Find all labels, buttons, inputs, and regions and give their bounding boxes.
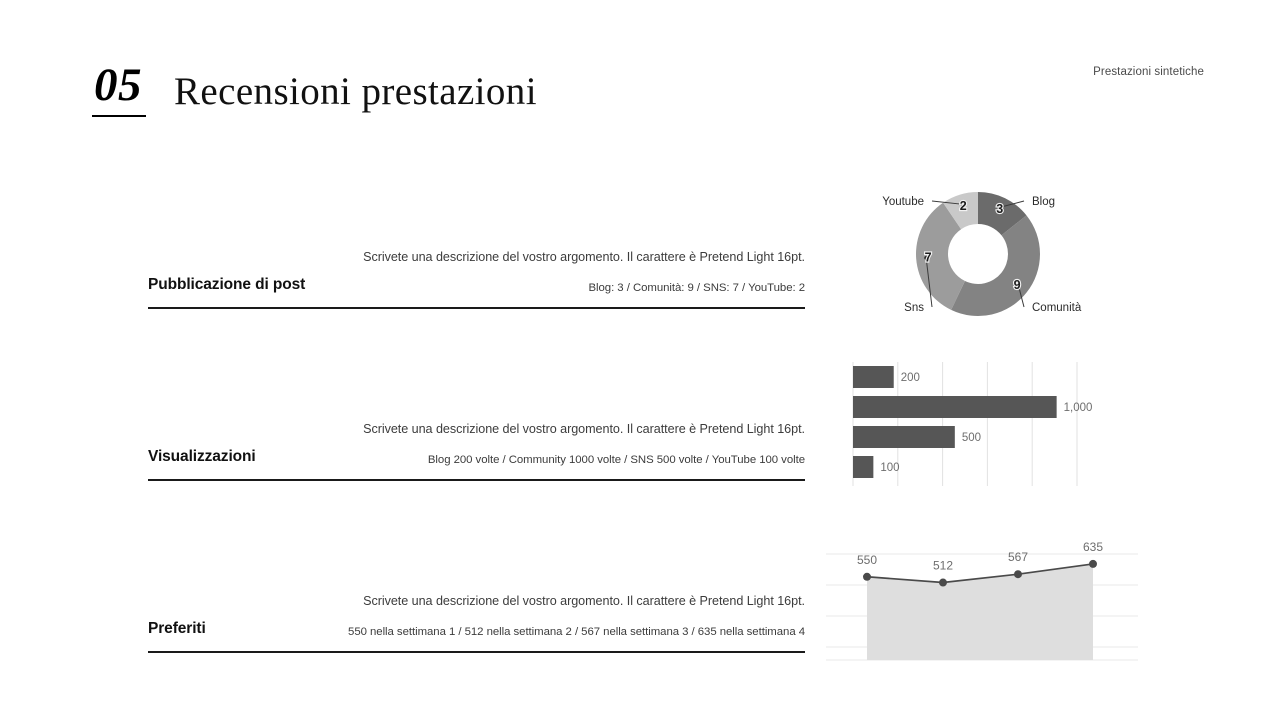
metric-description: Scrivete una descrizione del vostro argomento. Il carattere è Pretend Light 16pt. (363, 250, 805, 264)
metric-label: Preferiti (148, 620, 206, 637)
bar-value-community: 1,000 (1063, 402, 1093, 414)
metric-text-group (348, 594, 805, 638)
metric-divider (148, 479, 805, 481)
line-point-4 (1089, 560, 1097, 568)
bar-blog (853, 366, 894, 388)
bar-value-labels (880, 372, 1092, 474)
metric-stats: Blog: 3 / Comunità: 9 / SNS: 7 / YouTube: 2 (588, 282, 805, 295)
metric-row (148, 584, 805, 652)
donut-value-sns: 7 (924, 250, 932, 265)
bar-value-blog: 200 (900, 372, 920, 384)
donut-chart (828, 178, 1208, 330)
metric-description: Scrivete una descrizione del vostro argomento. Il carattere è Pretend Light 16pt. (363, 422, 805, 436)
donut-label-youtube: Youtube (882, 196, 924, 208)
bar-value-youtube: 100 (880, 462, 900, 474)
donut-label-comunità: Comunità (1032, 302, 1082, 314)
bar-value-sns: 500 (961, 432, 982, 444)
metric-stats: 550 nella settimana 1 / 512 nella settimana 2 / 567 nella settimana 3 / 635 nella settimana 4 (348, 626, 805, 639)
line-value-4: 635 (1082, 539, 1104, 554)
line-value-1: 550 (856, 552, 878, 567)
bar-chart (840, 358, 1140, 498)
page-title: Recensioni prestazioni (174, 70, 537, 113)
donut-label-blog: Blog (1032, 196, 1056, 208)
donut-slice-comunità (951, 215, 1040, 316)
line-point-1 (863, 573, 871, 581)
line-value-2: 512 (932, 558, 954, 573)
line-area-chart (822, 539, 1142, 667)
metric-label: Visualizzazioni (148, 448, 256, 465)
bar-sns (853, 426, 955, 448)
slide-header (92, 59, 537, 117)
metric-stats: Blog 200 volte / Community 1000 volte / SNS 500 volte / YouTube 100 volte (427, 454, 805, 467)
bar-youtube (853, 456, 873, 478)
line-point-3 (1014, 570, 1022, 578)
donut-value-comunità: 9 (1013, 278, 1021, 293)
donut-label-sns: Sns (904, 302, 924, 314)
line-value-3: 567 (1007, 550, 1029, 565)
donut-value-youtube: 2 (959, 199, 967, 214)
metric-row (148, 412, 805, 480)
metric-divider (148, 651, 805, 653)
line-point-2 (939, 579, 947, 587)
metric-row (148, 240, 805, 308)
metric-label: Pubblicazione di post (148, 276, 306, 293)
corner-label: Prestazioni sintetiche (1093, 66, 1204, 78)
bar-community (853, 396, 1057, 418)
metric-description: Scrivete una descrizione del vostro argomento. Il carattere è Pretend Light 16pt. (363, 594, 805, 608)
donut-value-blog: 3 (996, 201, 1004, 216)
section-number: 05 (92, 62, 146, 117)
metric-divider (148, 307, 805, 309)
metric-text-group (363, 250, 805, 294)
metric-text-group (363, 422, 805, 466)
